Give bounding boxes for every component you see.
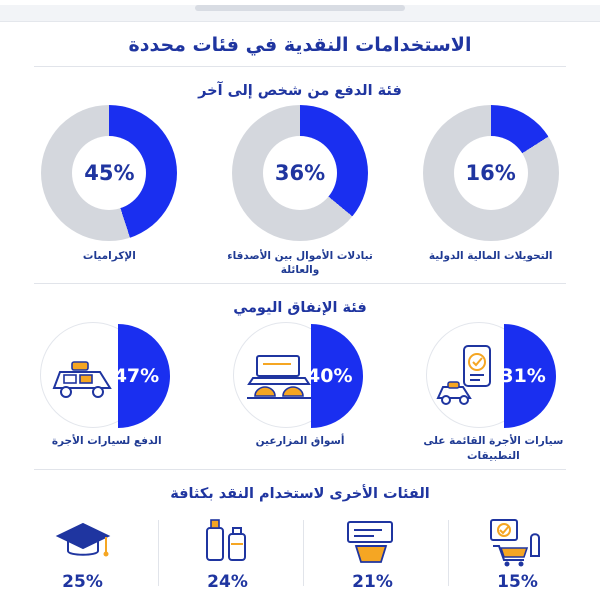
half-pie-fill <box>307 324 363 428</box>
section-daily <box>0 284 600 468</box>
donut-percent: 16% <box>465 161 516 185</box>
p2p-item-remittances <box>405 105 577 263</box>
shopping-cart-icon <box>487 514 549 568</box>
section-other <box>0 470 600 598</box>
other-item-tickets <box>307 514 439 592</box>
chrome-placeholder <box>195 5 405 11</box>
other-percent: 21% <box>352 571 393 592</box>
p2p-donut-row <box>0 105 600 277</box>
donut-hole <box>263 136 337 210</box>
donut-hole <box>72 136 146 210</box>
donut-chart-45 <box>41 105 177 241</box>
daily-label: أسواق المزارعين <box>255 435 345 448</box>
section-daily-title: فئة الإنفاق اليومي <box>233 300 367 317</box>
donut-percent: 45% <box>84 161 135 185</box>
donut-label: التحويلات المالية الدولية <box>428 250 553 262</box>
donut-chart-16 <box>423 105 559 241</box>
page-title: الاستخدامات النقدية في فئات محددة <box>128 34 472 56</box>
other-row <box>0 508 600 592</box>
half-pie-fill <box>500 324 556 428</box>
other-percent: 24% <box>207 571 248 592</box>
half-pie-fill <box>113 324 170 428</box>
donut-label: الإكراميات <box>82 250 136 262</box>
daily-percent: 31% <box>500 365 546 388</box>
p2p-item-friends-family <box>214 105 386 277</box>
daily-label: الدفع لسيارات الأجرة <box>51 435 162 448</box>
donut-chart-36 <box>232 105 368 241</box>
section-p2p-title: فئة الدفع من شخص إلى آخر <box>198 83 402 99</box>
half-pie-31 <box>408 322 578 432</box>
half-pie-40 <box>215 322 385 432</box>
ticket-icon <box>342 514 404 568</box>
donut-label: تبادلات الأموال بين الأصدقاء والعائلة <box>227 250 373 277</box>
daily-item-farmers-market <box>211 322 389 448</box>
browser-chrome-bar <box>0 5 600 22</box>
p2p-item-tips <box>23 105 195 263</box>
section-p2p <box>0 67 600 283</box>
daily-label: سيارات الأجرة القائمة على التطبيقات <box>423 435 564 462</box>
daily-row <box>0 322 600 462</box>
farmers-market-icon <box>241 344 317 410</box>
other-percent: 25% <box>62 571 103 592</box>
infographic-page <box>0 5 600 605</box>
taxi-icon <box>48 344 124 410</box>
taxi-app-icon <box>434 344 510 410</box>
daily-percent: 47% <box>113 365 160 388</box>
section-other-title: الفئات الأخرى لاستخدام النقد بكثافة <box>170 485 430 502</box>
half-pie-47 <box>22 322 192 432</box>
graduation-cap-icon <box>52 514 114 568</box>
other-item-shopping <box>452 514 584 592</box>
other-item-toiletries <box>162 514 294 592</box>
daily-item-taxi-app <box>404 322 582 462</box>
other-percent: 15% <box>497 571 538 592</box>
daily-item-taxi <box>18 322 196 448</box>
donut-hole <box>454 136 528 210</box>
other-item-tuition <box>17 514 149 592</box>
daily-percent: 40% <box>307 365 353 388</box>
donut-percent: 36% <box>274 161 326 185</box>
toiletries-icon <box>197 514 259 568</box>
